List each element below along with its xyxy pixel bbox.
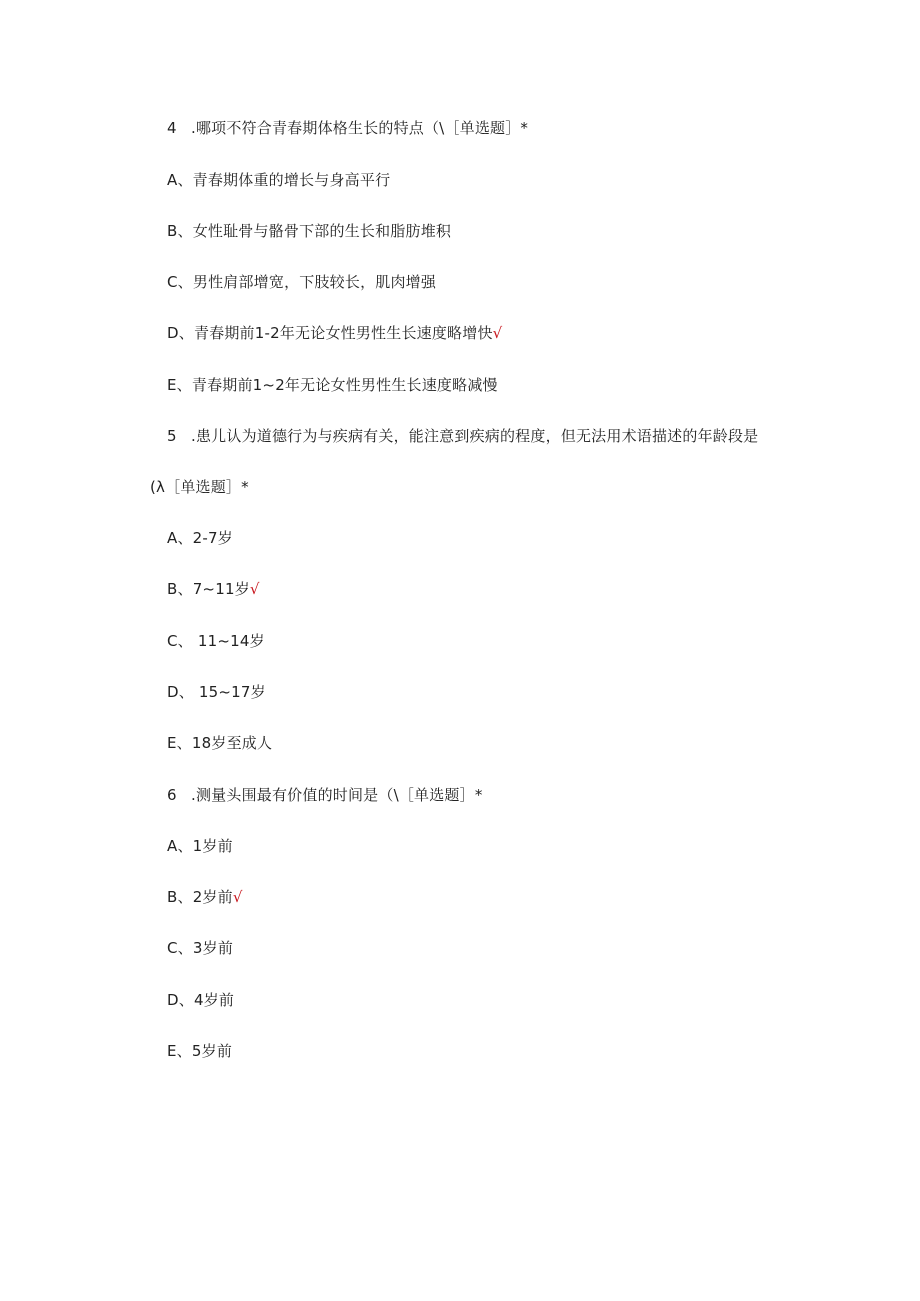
question-6-option-d [167, 990, 234, 1010]
option-label: B、2岁前 [167, 888, 233, 906]
question-text: .患儿认为道德行为与疾病有关，能注意到疾病的程度，但无法用术语描述的年龄段是 [191, 427, 759, 445]
question-5-option-d [167, 682, 266, 702]
option-label: B、女性耻骨与骼骨下部的生长和脂肪堆积 [167, 222, 452, 240]
option-label: B、7~11岁 [167, 580, 250, 598]
question-4-option-a [167, 170, 390, 190]
question-5-option-a [167, 528, 233, 548]
question-6-option-c [167, 938, 233, 958]
question-4-option-d [167, 323, 502, 343]
option-label: E、5岁前 [167, 1042, 233, 1060]
correct-mark: √ [249, 580, 260, 598]
correct-mark: √ [492, 324, 503, 342]
question-number: 6 [167, 786, 177, 804]
question-5-title-continued [150, 477, 249, 497]
question-text-continued: (λ［单选题］* [150, 478, 249, 496]
question-4-option-e [167, 375, 498, 395]
option-label: A、1岁前 [167, 837, 233, 855]
option-label: A、2-7岁 [167, 529, 233, 547]
question-6-option-e [167, 1041, 232, 1061]
option-label: C、3岁前 [167, 939, 234, 957]
option-label: C、 11~14岁 [167, 632, 265, 650]
option-label: D、青春期前1-2年无论女性男性生长速度略增快 [167, 324, 493, 342]
option-label: D、 15~17岁 [167, 683, 266, 701]
question-6-title [167, 785, 483, 805]
correct-mark: √ [232, 888, 243, 906]
question-number: 4 [167, 119, 177, 137]
question-5-option-e [167, 733, 272, 753]
option-label: D、4岁前 [167, 991, 235, 1009]
question-4-option-b [167, 221, 451, 241]
question-number: 5 [167, 427, 177, 445]
option-label: C、男性肩部增宽，下肢较长，肌肉增强 [167, 273, 437, 291]
question-4-option-c [167, 272, 436, 292]
option-label: E、青春期前1~2年无论女性男性生长速度略减慢 [167, 376, 498, 394]
question-text: .哪项不符合青春期体格生长的特点（\［单选题］* [191, 119, 529, 137]
question-6-option-b [167, 887, 243, 907]
question-5-option-c [167, 631, 265, 651]
question-text: .测量头围最有价值的时间是（\［单选题］* [191, 786, 483, 804]
option-label: A、青春期体重的增长与身高平行 [167, 171, 391, 189]
question-6-option-a [167, 836, 233, 856]
question-5-title [167, 426, 758, 446]
option-label: E、18岁至成人 [167, 734, 273, 752]
question-4-title [167, 118, 528, 138]
question-5-option-b [167, 579, 260, 599]
